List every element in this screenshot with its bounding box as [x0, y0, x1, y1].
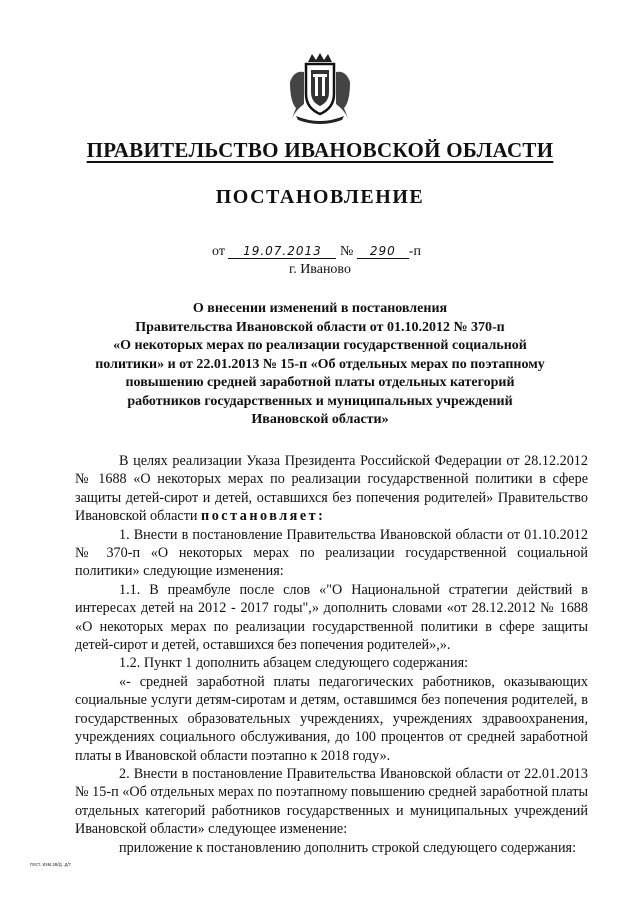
document-date: 19.07.2013 [228, 244, 336, 259]
preamble-text: В целях реализации Указа Президента Российской Федерации от 28.12.2012 № 1688 «О некоторых мерах по реализации государственной политики в сфере защиты детей-сирот и детей, оставшихся без попечения родителей» Правительство Ивановской области [75, 453, 588, 525]
paragraph-added-clause: «- средней заработной платы педагогических работников, оказывающих социальные услуги детям-сиротам и детям, оставшимся без попечения родителей, в государственных образовательных учреждениях, учреждениях здравоохранения, учреждениях социального обслуживания, до 100 процентов от средней заработной платы в Ивановской области поэтапно к 2018 году». [75, 673, 588, 764]
city: г. Иваново [289, 262, 351, 277]
number-suffix: -п [408, 244, 421, 259]
paragraph-item-1-2: 1.2. Пункт 1 дополнить абзацем следующего содержания: [119, 655, 469, 672]
heading-line: О внесении изменений в постановления [192, 301, 448, 316]
paragraph-item-1-1: 1.1. В преамбуле после слов «"О Национальной стратегии действий в интересах детей на 2012 - 2017 годы",» дополнить словами «от 28.12.2012 № 1688 «О некоторых мерах по реализации государственной политики в сфере защиты детей-сирот и детей, оставшихся без попечения родителей»,». [75, 581, 588, 654]
paragraph-preamble [75, 452, 588, 526]
heading-line: Правительства Ивановской области от 01.10.2012 № 370-п [135, 319, 505, 335]
heading-line: «О некоторых мерах по реализации государственной социальной [113, 338, 527, 353]
paragraph-item-1: 1. Внести в постановление Правительства Ивановской области от 01.10.2012 № 370-п «О некоторых мерах по реализации государственной социальной политики» следующие изменения: [75, 526, 588, 580]
paragraph-item-2: 2. Внести в постановление Правительства Ивановской области от 22.01.2013 № 15-п «Об отдельных мерах по поэтапному повышению средней заработной платы отдельных категорий работников государственных и муниципальных учреждений Ивановской области» следующее изменение: [75, 765, 588, 838]
document-type: ПОСТАНОВЛЕНИЕ [215, 186, 425, 208]
organization-name: ПРАВИТЕЛЬСТВО ИВАНОВСКОЙ ОБЛАСТИ [86, 138, 554, 162]
resolves-word: постановляет: [201, 508, 326, 525]
organization-title [0, 138, 640, 163]
date-prefix: от [212, 244, 225, 259]
paragraph-appendix: приложение к постановлению дополнить строкой следующего содержания: [119, 839, 577, 856]
document-heading [95, 300, 545, 430]
number-sign: № [339, 244, 354, 259]
heading-line: Ивановской области» [251, 412, 389, 427]
document-body [75, 452, 588, 857]
coat-of-arms-emblem [286, 52, 354, 124]
document-number: 290 [357, 244, 409, 259]
heading-line: политики» и от 22.01.2013 № 15-п «Об отдельных мерах по поэтапному [95, 356, 545, 372]
heading-line: повышению средней заработной платы отдельных категорий [125, 375, 515, 390]
footer-code: пост. изм.зв/д. д/т [30, 862, 72, 868]
heading-line: работников государственных и муниципальных учреждений [127, 393, 513, 409]
date-number-line [212, 244, 421, 260]
